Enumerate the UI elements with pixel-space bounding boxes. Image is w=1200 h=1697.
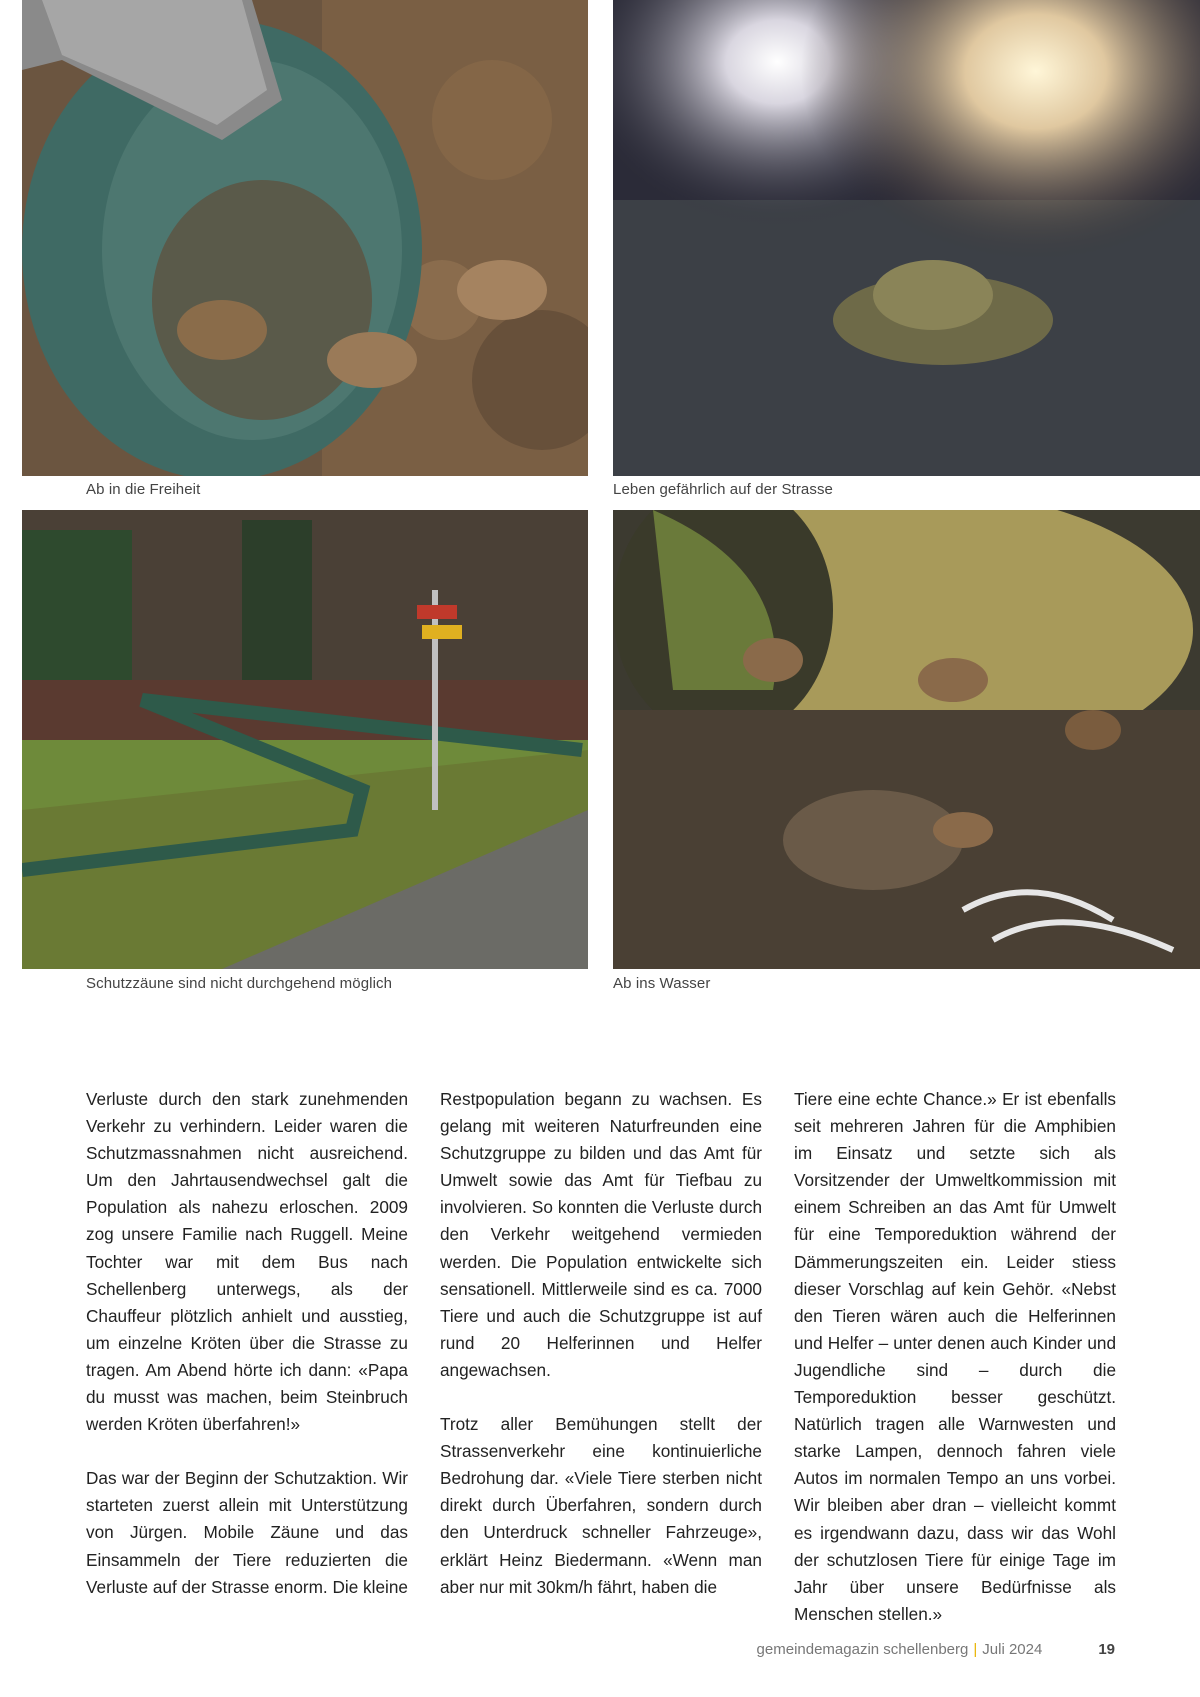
article-column-3: [794, 1086, 1116, 1655]
paragraph: Restpopulation begann zu wachsen. Es gelang mit weiteren Naturfreunden eine Schutzgruppe zu bilden und das Amt für Umwelt sowie das Amt für Tiefbau zu involvieren. So konnten die Verluste durch den Verkehr weitgehend vermieden werden. Die Population entwickelte sich sensationell. Mittlerweile sind es ca. 7000 Tiere und auch die Schutzgruppe ist auf rund 20 Helferinnen und Helfer angewachsen.: [440, 1089, 762, 1380]
photo-caption: Ab in die Freiheit: [86, 481, 201, 498]
page-footer: [757, 1641, 1115, 1658]
article-column-2: [440, 1086, 762, 1628]
toads-in-water-icon: [613, 510, 1200, 969]
photo-toads-in-water: [613, 510, 1200, 969]
paragraph: Verluste durch den stark zunehmenden Verkehr zu verhindern. Leider waren die Schutzmassnahmen nicht ausreichend. Um den Jahrtausendwechsel galt die Population als nahezu erloschen. 2009 zog unsere Familie nach Ruggell. Meine Tochter war mit dem Bus nach Schellenberg unterwegs, als der Chauffeur plötzlich anhielt und ausstieg, um einzelne Kröten über die Strasse zu tragen. Am Abend hörte ich dann: «Papa du musst was machen, beim Steinbruch werden Kröten überfahren!»: [86, 1089, 408, 1435]
toad-on-road-night-icon: [613, 0, 1200, 476]
photo-caption: Schutzzäune sind nicht durchgehend möglich: [86, 975, 393, 992]
photo-caption: Leben gefährlich auf der Strasse: [613, 481, 834, 498]
footer-separator: |: [973, 1641, 978, 1658]
photo-toad-on-road: [613, 0, 1200, 476]
issue-date: Juli 2024: [982, 1641, 1043, 1658]
magazine-name: gemeindemagazin schellenberg: [756, 1641, 969, 1658]
protective-fence-icon: [22, 510, 588, 969]
photo-bucket-of-toads: [22, 0, 588, 476]
photo-caption: Ab ins Wasser: [613, 975, 711, 992]
paragraph: Tiere eine echte Chance.» Er ist ebenfalls seit mehreren Jahren für die Amphibien im Einsatz und setzte sich als Vorsitzender der Umweltkommission mit einem Schreiben an das Amt für Umwelt für eine Temporeduktion während der Dämmerungszeiten ein. Leider stiess dieser Vorschlag auf kein Gehör. «Nebst den Tieren wären auch die Helferinnen und Helfer – unter denen auch Kinder und Jugendliche sind – durch die Temporeduktion besser geschützt. Natürlich tragen alle Warnwesten und starke Lampen, dennoch fahren viele Autos im normalen Tempo an uns vorbei. Wir bleiben aber dran – vielleicht kommt es irgendwann dazu, dass wir das Wohl der schutzlosen Tiere für einige Tage im Jahr über unsere Bedürfnisse als Menschen stellen.»: [794, 1089, 1116, 1624]
bucket-of-toads-icon: [22, 0, 588, 476]
article-column-1: [86, 1086, 408, 1628]
paragraph: Trotz aller Bemühungen stellt der Strassenverkehr eine kontinuierliche Bedrohung dar. «Viele Tiere sterben nicht direkt durch Überfahren, sondern durch den Unterdruck schneller Fahrzeuge», erklärt Heinz Biedermann. «Wenn man aber nur mit 30km/h fährt, haben die: [440, 1414, 762, 1597]
page-number: 19: [1098, 1641, 1115, 1658]
paragraph: Das war der Beginn der Schutzaktion. Wir starteten zuerst allein mit Unterstützung von Jürgen. Mobile Zäune und das Einsammeln der Tiere reduzierten die Verluste auf der Strasse enorm. Die kleine: [86, 1468, 408, 1597]
photo-protective-fence: [22, 510, 588, 969]
